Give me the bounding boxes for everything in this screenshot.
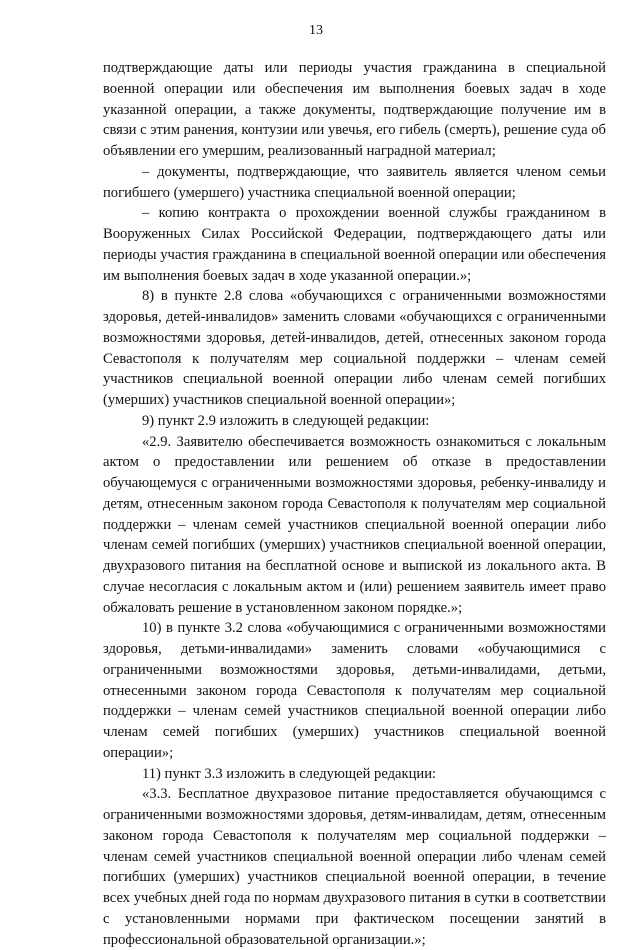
paragraph-item-9: 9) пункт 2.9 изложить в следующей редакции:: [142, 412, 430, 429]
paragraph-family-documents: – документы, подтверждающие, что заявитель является членом семьи погибшего (умершего) участника специальной военной операции;: [103, 163, 606, 201]
paragraph-continuation: подтверждающие даты или периоды участия гражданина в специальной военной операции или обеспечения им выполнения боевых задач в ходе указанной операции, а также документы, подтверждающие получение им в связи с этим ранения, контузии или увечья, его гибель (смерть), решение суда об объявлении его умершим, реализованный наградной материал;: [103, 60, 606, 159]
paragraph-clause-3-3: «3.3. Бесплатное двухразовое питание предоставляется обучающимся с ограниченными возможностями здоровья, детям-инвалидам, детям, отнесенным законом города Севастополя к получателям мер социальной поддержки – членам семей участников специальной военной операции либо членам семей погибших (умерших) участников специальной военной операции, в течение всех учебных дней года по нормам двухразового питания в сутки в соответствии с установленными нормами при фактическом посещении занятий в профессиональной образовательной организации.»;: [103, 786, 606, 948]
document-body: [103, 58, 606, 950]
page-number: 13: [309, 23, 323, 38]
paragraph-item-10: 10) в пункте 3.2 слова «обучающимися с ограниченными возможностями здоровья, детьми-инвалидами» заменить словами «обучающимися с ограниченными возможностями здоровья, детьми-инвалидами, детьми, отнесенными законом города Севастополя к получателям мер социальной поддержки – членам семей участников специальной военной операции либо членам семей погибших (умерших) участников специальной военной операции»;: [103, 620, 606, 761]
paragraph-item-11: 11) пункт 3.3 изложить в следующей редакции:: [142, 765, 437, 782]
paragraph-contract-copy: – копию контракта о прохождении военной службы гражданином в Вооруженных Силах Российской Федерации, подтверждающего даты или периоды участия гражданина в специальной военной операции или обеспечения им выполнения боевых задач в ходе указанной операции.»;: [103, 205, 606, 284]
paragraph-clause-2-9: «2.9. Заявителю обеспечивается возможность ознакомиться с локальным актом о предоставлении или решением об отказе в предоставлении обучающемуся с ограниченными возможностями здоровья, ребенку-инвалиду и детям, отнесенным законом города Севастополя к получателям мер социальной поддержки – членам семей участников специальной военной операции либо членам семей погибших (умерших) участников специальной военной операции, двухразового питания на бесплатной основе и выпиской из локального акта. В случае несогласия с локальным актом и (или) решением заявитель имеет право обжаловать решение в установленном законом порядке.»;: [103, 433, 606, 616]
paragraph-item-8: 8) в пункте 2.8 слова «обучающихся с ограниченными возможностями здоровья, детей-инвалидов» заменить словами «обучающихся с ограниченными возможностями здоровья, детей-инвалидов, детей, отнесенных законом города Севастополя к получателям мер социальной поддержки – членам семей участников специальной военной операции либо членам семей погибших (умерших) участников специальной военной операции»;: [103, 288, 606, 408]
